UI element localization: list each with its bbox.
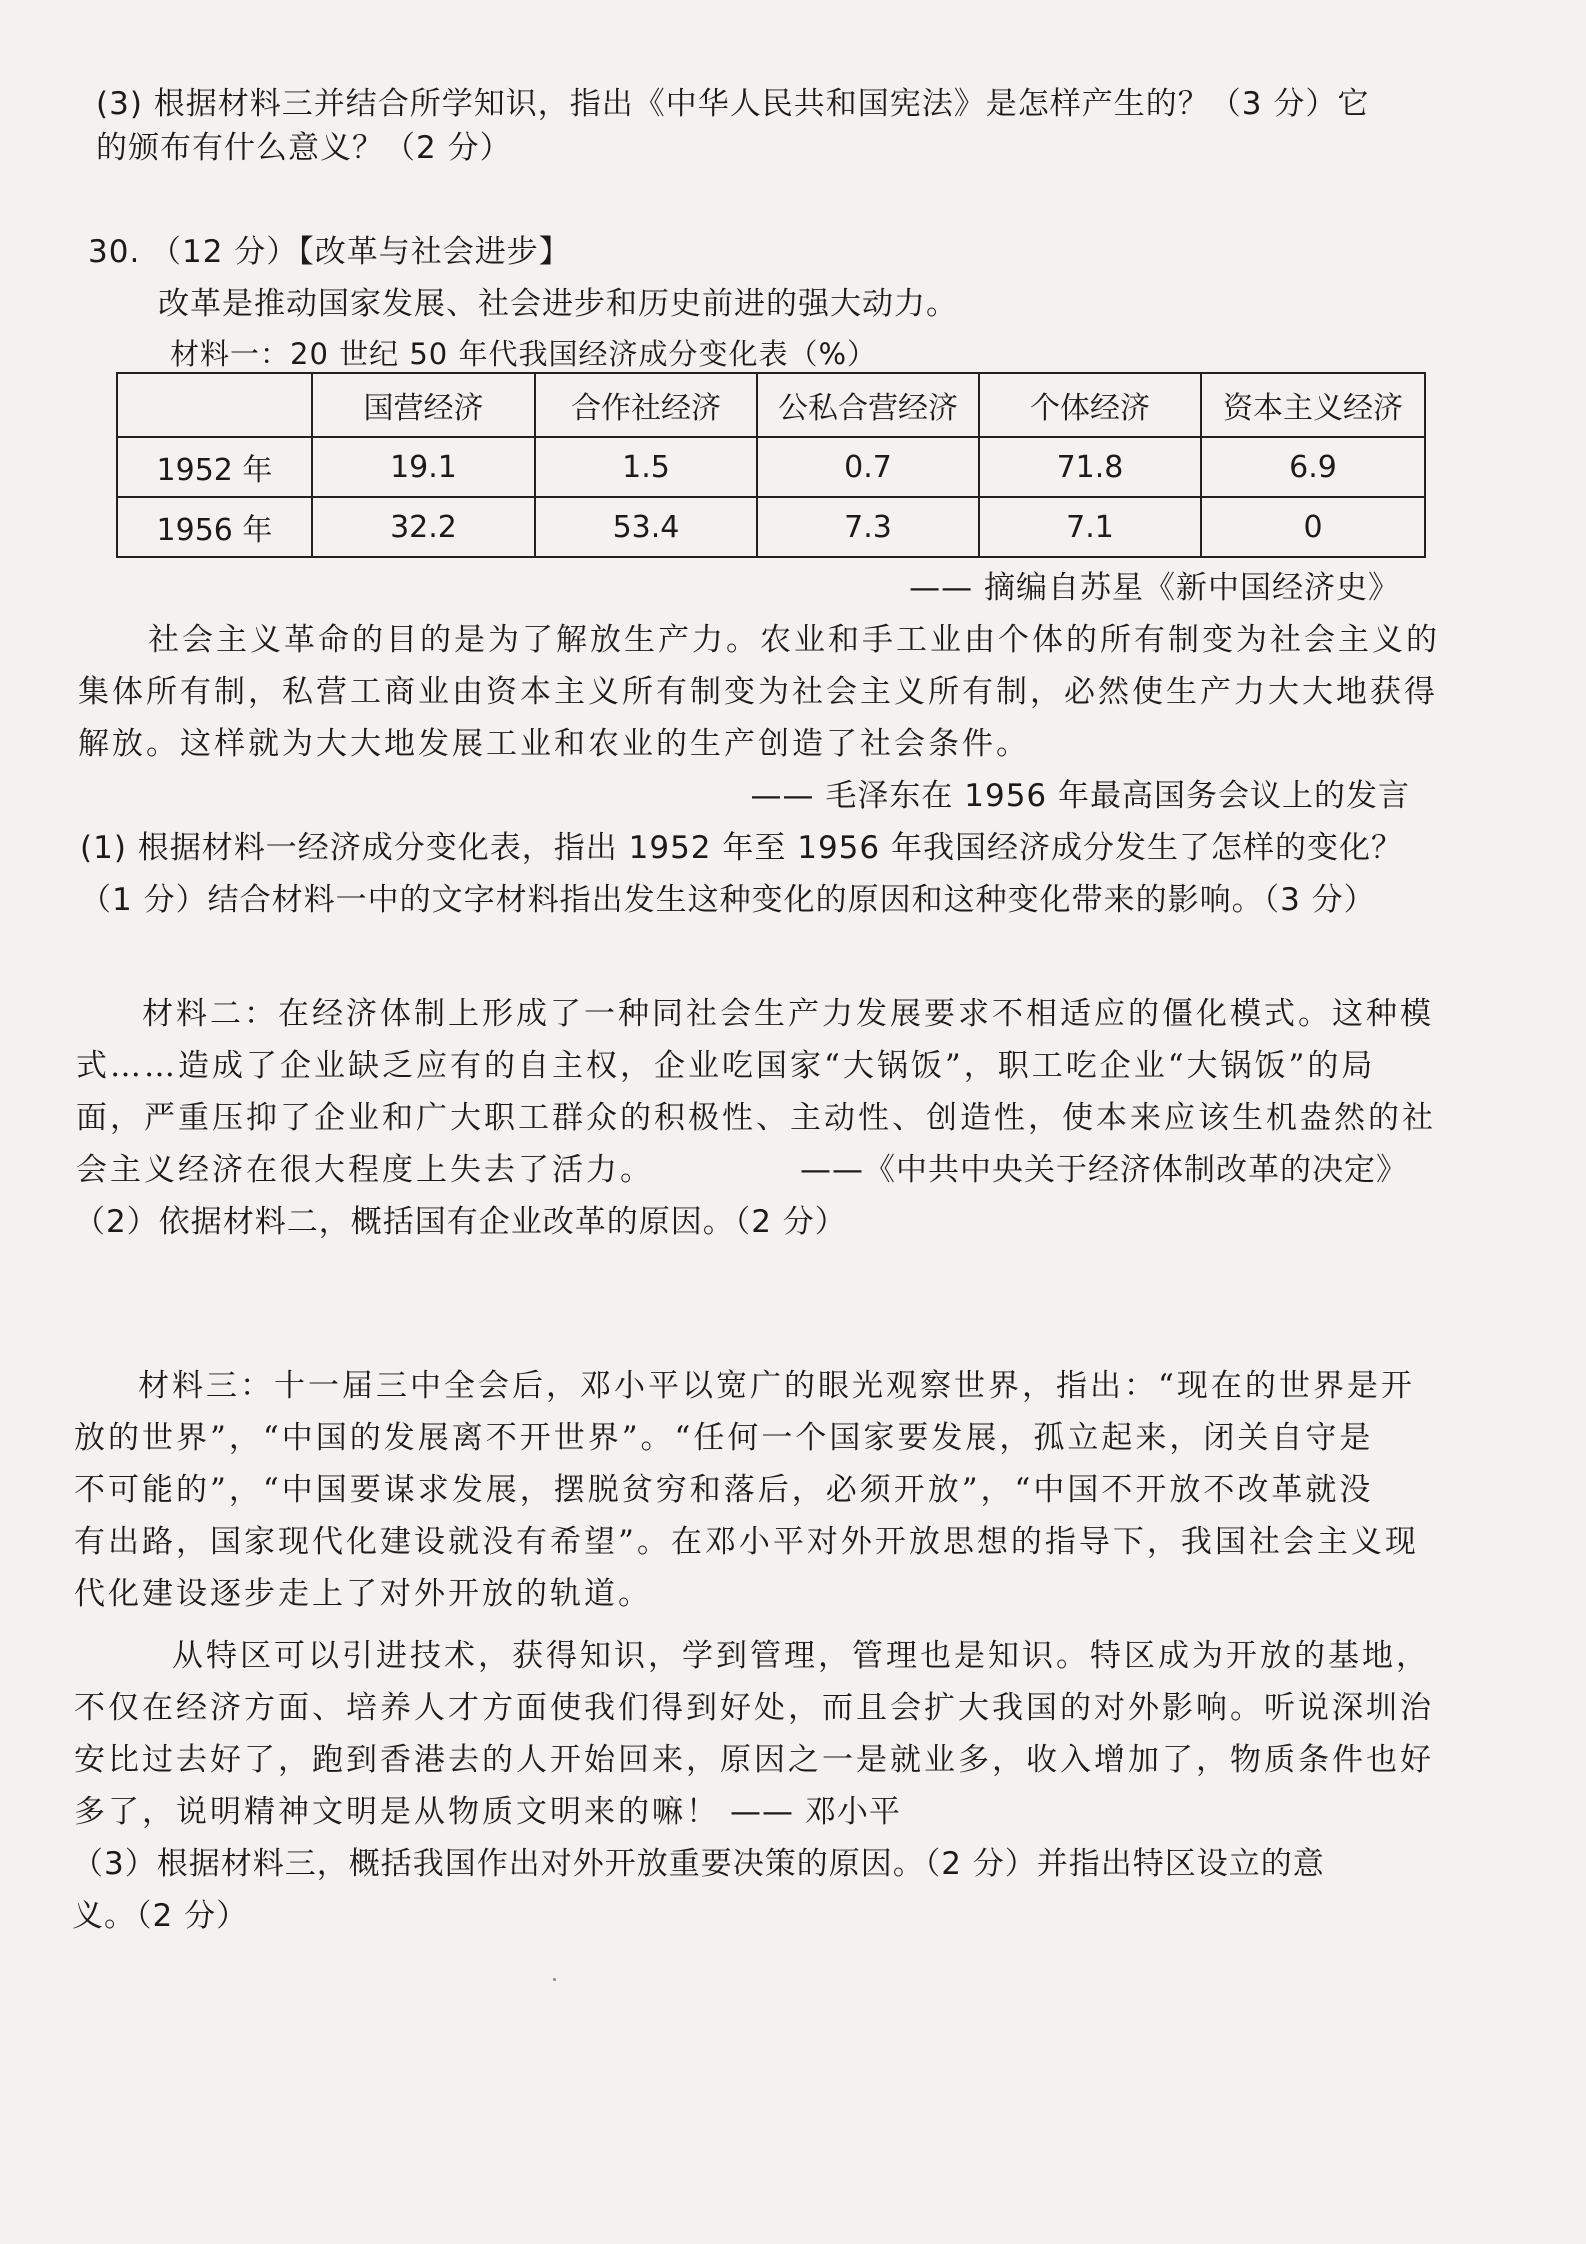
material3-text-line: 材料三：十一届三中全会后，邓小平以宽广的眼光观察世界，指出：“现在的世界是开 [138,1368,1415,1404]
scan-speck [553,1978,556,1981]
q29-part3-line2: 的颁布有什么意义？（2 分） [96,130,512,166]
table-header-cell: 合作社经济 [535,373,757,437]
table-cell: 7.3 [757,497,979,557]
material1-text-line: 社会主义革命的目的是为了解放生产力。农业和手工业由个体的所有制变为社会主义的 [148,622,1440,658]
question-intro: 改革是推动国家发展、社会进步和历史前进的强大动力。 [158,286,958,322]
material1-caption: 材料一：20 世纪 50 年代我国经济成分变化表（%） [170,337,878,371]
table-cell: 7.1 [979,497,1201,557]
material3-source: —— 邓小平 [730,1794,901,1830]
economy-table [116,372,1426,558]
table-header-cell: 公私合营经济 [757,373,979,437]
material3-text-line: 放的世界”，“中国的发展离不开世界”。“任何一个国家要发展，孤立起来，闭关自守是 [74,1420,1374,1456]
q29-part3-line1: (3) 根据材料三并结合所学知识，指出《中华人民共和国宪法》是怎样产生的？（3 分）它 [96,86,1370,122]
question-part3-line: 义。（2 分） [72,1898,249,1934]
table-cell: 1.5 [535,437,757,497]
material2-source: ——《中共中央关于经济体制改革的决定》 [800,1152,1408,1188]
material1-source: —— 毛泽东在 1956 年最高国务会议上的发言 [750,778,1410,814]
table-row [117,437,1425,497]
table-cell: 32.2 [312,497,535,557]
question-part1-line: （1 分）结合材料一中的文字材料指出发生这种变化的原因和这种变化带来的影响。（3 分） [80,882,1376,918]
material3-quote-line: 多了，说明精神文明是从物质文明来的嘛！ [74,1794,720,1830]
question-part3-line: （3）根据材料三，概括我国作出对外开放重要决策的原因。（2 分）并指出特区设立的意 [72,1846,1325,1882]
table-cell: 71.8 [979,437,1201,497]
table-cell: 6.9 [1201,437,1425,497]
material3-quote-line: 从特区可以引进技术，获得知识，学到管理，管理也是知识。特区成为开放的基地， [172,1638,1430,1674]
material1-text-line: 集体所有制，私营工商业由资本主义所有制变为社会主义所有制，必然使生产力大大地获得 [78,674,1438,710]
table-row [117,497,1425,557]
material3-text-line: 代化建设逐步走上了对外开放的轨道。 [74,1576,652,1612]
material2-text-line: 会主义经济在很大程度上失去了活力。 [76,1152,654,1188]
question-part1-line: (1) 根据材料一经济成分变化表，指出 1952 年至 1956 年我国经济成分发生了怎样的变化？ [80,830,1403,866]
table-cell: 19.1 [312,437,535,497]
table-source: —— 摘编自苏星《新中国经济史》 [909,570,1400,606]
material1-text-line: 解放。这样就为大大地发展工业和农业的生产创造了社会条件。 [78,726,1030,762]
material2-text-line: 材料二：在经济体制上形成了一种同社会生产力发展要求不相适应的僵化模式。这种模 [142,996,1434,1032]
question-number: 30. [88,234,141,270]
table-header-row [117,373,1425,437]
table-header-cell: 个体经济 [979,373,1201,437]
table-header-cell: 资本主义经济 [1201,373,1425,437]
material3-quote-line: 安比过去好了，跑到香港去的人开始回来，原因之一是就业多，收入增加了，物质条件也好 [74,1742,1434,1778]
table-cell: 1956 年 [117,497,312,557]
question-heading: （12 分）【改革与社会进步】 [150,234,571,270]
table-header-cell: 国营经济 [312,373,535,437]
material3-quote-line: 不仅在经济方面、培养人才方面使我们得到好处，而且会扩大我国的对外影响。听说深圳治 [74,1690,1434,1726]
table-header-cell [117,373,312,437]
material3-text-line: 有出路，国家现代化建设就没有希望”。在邓小平对外开放思想的指导下，我国社会主义现 [74,1524,1419,1560]
question-part2: （2）依据材料二，概括国有企业改革的原因。（2 分） [74,1204,847,1240]
table-cell: 1952 年 [117,437,312,497]
table-cell: 0.7 [757,437,979,497]
material2-text-line: 式……造成了企业缺乏应有的自主权，企业吃国家“大锅饭”，职工吃企业“大锅饭”的局 [76,1048,1376,1084]
material2-text-line: 面，严重压抑了企业和广大职工群众的积极性、主动性、创造性，使本来应该生机盎然的社 [76,1100,1436,1136]
material3-text-line: 不可能的”，“中国要谋求发展，摆脱贫穷和落后，必须开放”，“中国不开放不改革就没 [74,1472,1374,1508]
table-cell: 53.4 [535,497,757,557]
table-cell: 0 [1201,497,1425,557]
